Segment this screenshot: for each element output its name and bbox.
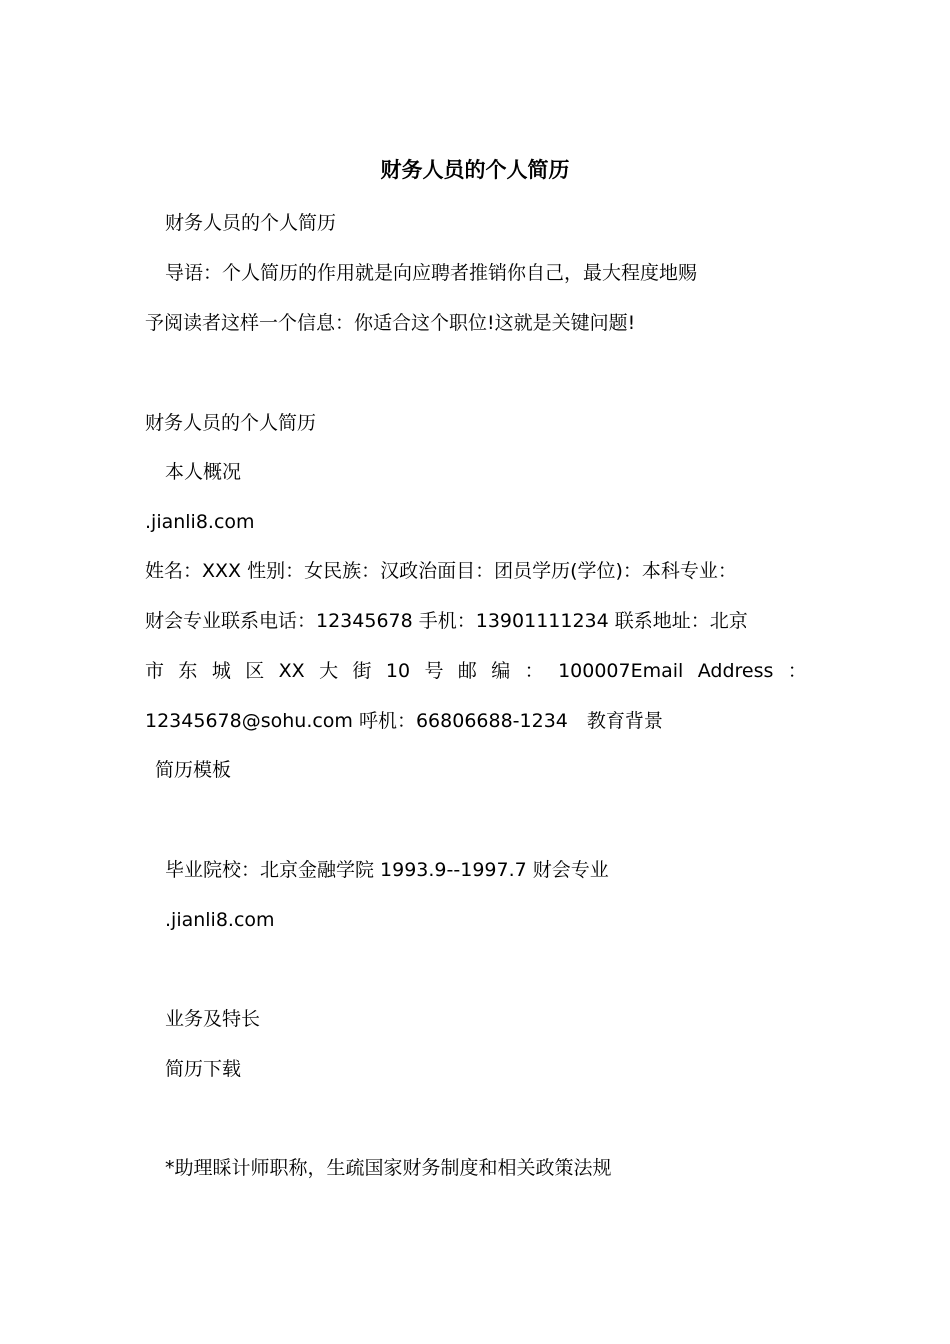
info-line-4: 12345678@sohu.com 呼机：66806688-1234 教育背景 bbox=[145, 710, 663, 732]
download-label: 简历下载 bbox=[165, 1058, 242, 1080]
info-word: XX bbox=[278, 660, 305, 682]
template-label: 简历模板 bbox=[155, 759, 232, 781]
info-word: Address bbox=[697, 660, 774, 682]
site-link-2: .jianli8.com bbox=[165, 909, 275, 931]
info-word: ： bbox=[524, 660, 544, 682]
info-word: 10 bbox=[385, 660, 411, 682]
info-line-1: 姓名：XXX 性别：女民族：汉政治面目：团员学历(学位)：本科专业： bbox=[145, 560, 737, 582]
bullet-item: *助理睬计师职称，生疏国家财务制度和相关政策法规 bbox=[165, 1157, 612, 1179]
info-line-2: 财会专业联系电话：12345678 手机：13901111234 联系地址：北京 bbox=[145, 610, 748, 632]
school-line: 毕业院校：北京金融学院 1993.9--1997.7 财会专业 bbox=[165, 859, 609, 881]
info-word: 区 bbox=[245, 660, 265, 682]
info-word: ： bbox=[787, 660, 807, 682]
info-word: 市 bbox=[145, 660, 165, 682]
info-word: 城 bbox=[211, 660, 231, 682]
document-title: 财务人员的个人简历 bbox=[380, 158, 570, 182]
info-word: 100007Email bbox=[558, 660, 684, 682]
info-line-3 bbox=[145, 655, 807, 687]
section-heading: 财务人员的个人简历 bbox=[145, 412, 317, 434]
site-link-1: .jianli8.com bbox=[145, 511, 255, 533]
info-word: 东 bbox=[178, 660, 198, 682]
info-word: 邮 bbox=[457, 660, 477, 682]
overview-heading: 本人概况 bbox=[165, 461, 242, 483]
info-word: 街 bbox=[352, 660, 372, 682]
info-word: 大 bbox=[319, 660, 339, 682]
intro-line-1: 导语：个人简历的作用就是向应聘者推销你自己，最大程度地赐 bbox=[165, 262, 698, 284]
info-word: 编 bbox=[491, 660, 511, 682]
intro-line-2: 予阅读者这样一个信息：你适合这个职位!这就是关键问题! bbox=[145, 312, 636, 334]
subtitle: 财务人员的个人简历 bbox=[165, 212, 337, 234]
skills-heading: 业务及特长 bbox=[165, 1008, 261, 1030]
info-word: 号 bbox=[424, 660, 444, 682]
